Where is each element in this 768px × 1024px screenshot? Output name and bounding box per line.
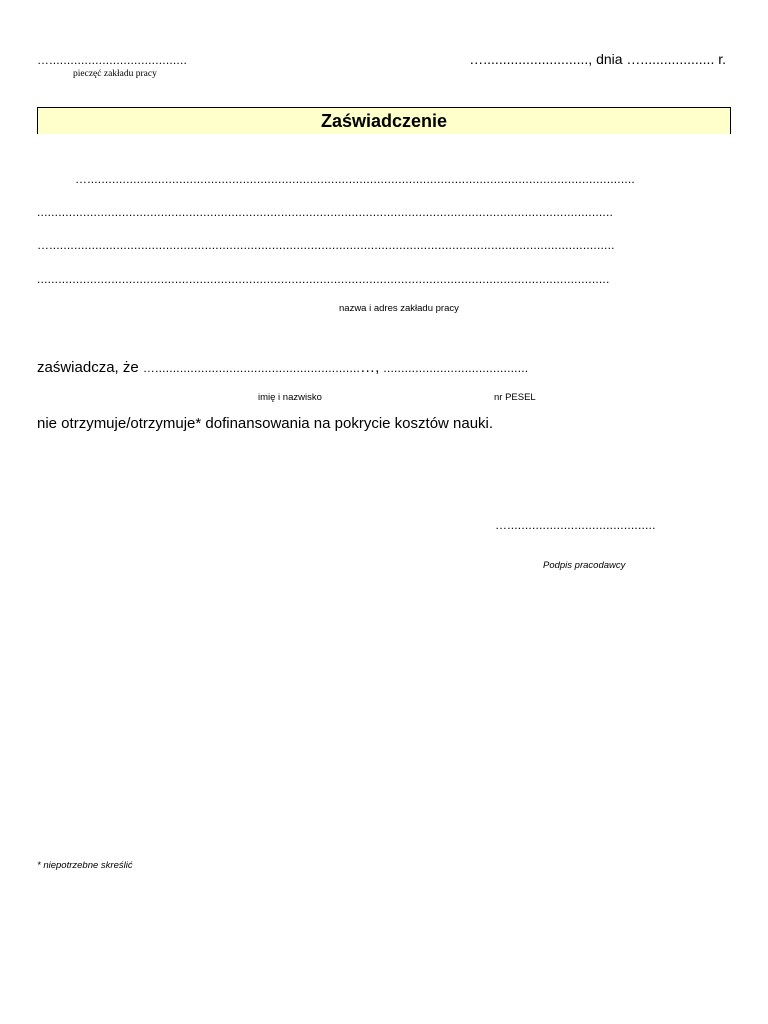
name-separator: …, — [360, 359, 384, 376]
stamp-label: pieczęć zakładu pracy — [73, 69, 157, 79]
name-label: imię i nazwisko — [258, 392, 322, 403]
pesel-label: nr PESEL — [494, 392, 536, 403]
signature-label: Podpis pracodawcy — [543, 560, 626, 571]
pesel-placeholder: ......................................... — [383, 361, 529, 375]
statement-text: nie otrzymuje/otrzymuje* dofinansowania na pokrycie kosztów nauki. — [37, 415, 494, 432]
company-label: nazwa i adres zakładu pracy — [339, 303, 459, 314]
place-date-field: …..........................., dnia …................... r. — [469, 51, 726, 67]
certifies-prefix: zaświadcza, że — [37, 359, 143, 376]
name-placeholder: ….......................................................... — [142, 361, 361, 375]
document-title: Zaświadczenie — [320, 111, 448, 131]
stamp-placeholder: …....................................... — [37, 53, 188, 67]
signature-placeholder: ….......................................... — [495, 518, 656, 532]
title-banner — [37, 107, 731, 134]
company-line-4: .................................................................................................................................................................. — [37, 272, 610, 286]
company-line-2: ................................................................................................................................................................... — [37, 205, 614, 219]
company-line-3: …................................................................................................................................................................ — [37, 238, 615, 252]
footnote: * niepotrzebne skreślić — [37, 860, 133, 871]
company-line-1: …........................................................................................................................................................... — [75, 172, 635, 186]
certifies-line — [37, 359, 528, 376]
